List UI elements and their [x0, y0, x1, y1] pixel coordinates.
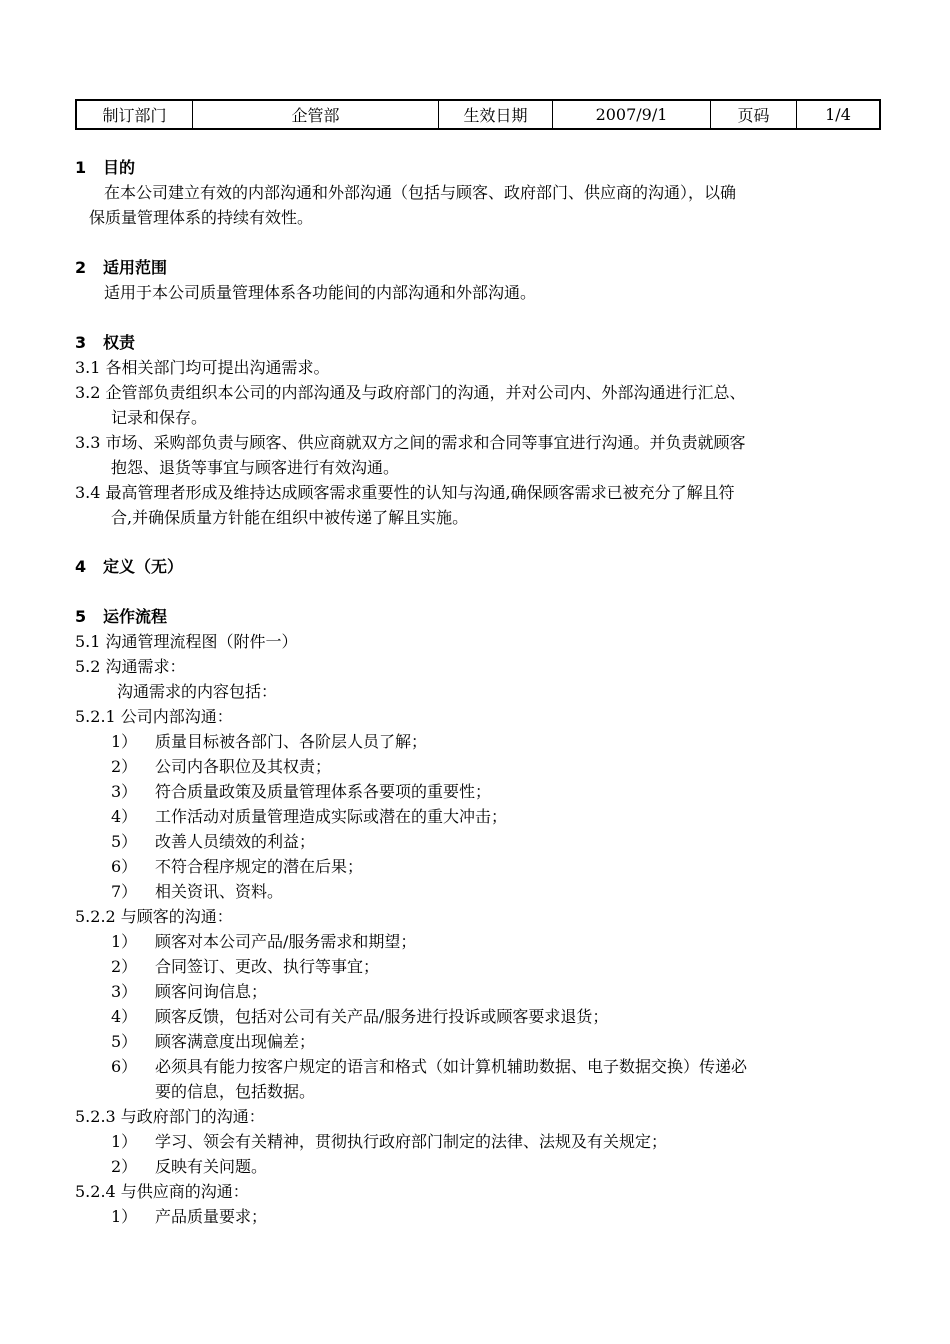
responsibility-3-3-cont: 抱怨、退货等事宜与顾客进行有效沟通。 [111, 458, 400, 477]
customer-communication-heading: 5.2.2 与顾客的沟通： [75, 907, 233, 926]
list-item [111, 1057, 747, 1077]
list-item [111, 857, 363, 877]
responsibility-3-1: 3.1 各相关部门均可提出沟通需求。 [75, 358, 330, 377]
list-item-text: 必须具有能力按客户规定的语言和格式（如计算机辅助数据、电子数据交换）传递必 [155, 1057, 748, 1076]
list-item [111, 882, 283, 902]
list-item-text: 工作活动对质量管理造成实际或潜在的重大冲击； [155, 807, 508, 826]
internal-communication-heading: 5.2.1 公司内部沟通： [75, 707, 233, 726]
date-label: 生效日期 [439, 101, 553, 128]
section-2-heading [75, 258, 167, 278]
list-item [111, 932, 416, 952]
dept-label: 制订部门 [77, 101, 193, 128]
responsibility-3-2: 3.2 企管部负责组织本公司的内部沟通及与政府部门的沟通，并对公司内、外部沟通进行汇总、 [75, 383, 746, 402]
list-item-number: 2） [111, 1157, 138, 1176]
section-1-paragraph-cont: 保质量管理体系的持续有效性。 [89, 208, 314, 227]
list-item-number: 3） [111, 782, 138, 801]
section-number: 1 [75, 158, 87, 177]
page-label: 页码 [711, 101, 797, 128]
list-item [111, 1132, 667, 1152]
list-item [111, 1207, 267, 1227]
list-item-number: 2） [111, 957, 138, 976]
list-item-number: 5） [111, 1032, 138, 1051]
responsibility-3-4-cont: 合,并确保质量方针能在组织中被传递了解且实施。 [111, 508, 469, 527]
list-item-text: 符合质量政策及质量管理体系各要项的重要性； [155, 782, 492, 801]
list-item-number: 4） [111, 807, 138, 826]
list-item-text: 相关资讯、资料。 [155, 882, 284, 901]
section-number: 3 [75, 333, 87, 352]
list-item [111, 807, 507, 827]
section-title: 运作流程 [103, 607, 168, 626]
list-item-text: 合同签订、更改、执行等事宜； [155, 957, 380, 976]
government-communication-heading: 5.2.3 与政府部门的沟通： [75, 1107, 265, 1126]
list-item-cont: 要的信息，包括数据。 [155, 1082, 316, 1101]
list-item [111, 1032, 315, 1052]
section-number: 2 [75, 258, 87, 277]
section-5-heading [75, 607, 167, 627]
list-item [111, 782, 491, 802]
section-title: 定义（无） [103, 557, 184, 576]
list-item [111, 1157, 267, 1177]
responsibility-3-3: 3.3 市场、采购部负责与顾客、供应商就双方之间的需求和合同等事宜进行沟通。并负责就顾客 [75, 433, 746, 452]
list-item-text: 顾客满意度出现偏差； [155, 1032, 316, 1051]
section-4-heading [75, 557, 183, 577]
list-item-text: 反映有关问题。 [155, 1157, 268, 1176]
list-item-number: 3） [111, 982, 138, 1001]
list-item-number: 7） [111, 882, 138, 901]
list-item-number: 1） [111, 1207, 138, 1226]
section-2-paragraph: 适用于本公司质量管理体系各功能间的内部沟通和外部沟通。 [104, 283, 537, 302]
list-item-number: 1） [111, 732, 138, 751]
section-title: 适用范围 [103, 258, 168, 277]
flowchart-reference: 5.1 沟通管理流程图（附件一） [75, 632, 298, 651]
list-item [111, 982, 267, 1002]
list-item-text: 顾客对本公司产品/服务需求和期望； [155, 932, 417, 951]
section-3-heading [75, 333, 135, 353]
list-item-text: 学习、领会有关精神，贯彻执行政府部门制定的法律、法规及有关规定； [155, 1132, 668, 1151]
list-item [111, 832, 315, 852]
date-value: 2007/9/1 [553, 101, 711, 128]
list-item-text: 不符合程序规定的潜在后果； [155, 857, 364, 876]
list-item-number: 5） [111, 832, 138, 851]
list-item-text: 质量目标被各部门、各阶层人员了解； [155, 732, 428, 751]
list-item-number: 4） [111, 1007, 138, 1026]
list-item-text: 改善人员绩效的利益； [155, 832, 316, 851]
section-number: 5 [75, 607, 87, 626]
list-item-number: 1） [111, 932, 138, 951]
responsibility-3-2-cont: 记录和保存。 [111, 408, 208, 427]
list-item-text: 公司内各职位及其权责； [155, 757, 332, 776]
list-item-number: 2） [111, 757, 138, 776]
supplier-communication-heading: 5.2.4 与供应商的沟通： [75, 1182, 249, 1201]
list-item [111, 732, 427, 752]
list-item-number: 6） [111, 857, 138, 876]
section-number: 4 [75, 557, 87, 576]
page-value: 1/4 [825, 105, 851, 124]
document-header-table [75, 99, 881, 130]
section-title: 权责 [103, 333, 136, 352]
list-item-number: 6） [111, 1057, 138, 1076]
list-item-text: 顾客问询信息； [155, 982, 268, 1001]
list-item [111, 757, 331, 777]
list-item [111, 1007, 608, 1027]
list-item-text: 产品质量要求； [155, 1207, 268, 1226]
list-item [111, 957, 379, 977]
communication-needs-intro: 沟通需求的内容包括： [117, 682, 278, 701]
responsibility-3-4: 3.4 最高管理者形成及维持达成顾客需求重要性的认知与沟通,确保顾客需求已被充分了解且符 [75, 483, 735, 502]
section-1-heading [75, 158, 135, 178]
list-item-number: 1） [111, 1132, 138, 1151]
dept-value: 企管部 [193, 101, 439, 128]
list-item-text: 顾客反馈，包括对公司有关产品/服务进行投诉或顾客要求退货； [155, 1007, 609, 1026]
section-title: 目的 [103, 158, 136, 177]
communication-needs-heading: 5.2 沟通需求： [75, 657, 186, 676]
section-1-paragraph: 在本公司建立有效的内部沟通和外部沟通（包括与顾客、政府部门、供应商的沟通），以确 [104, 183, 737, 202]
